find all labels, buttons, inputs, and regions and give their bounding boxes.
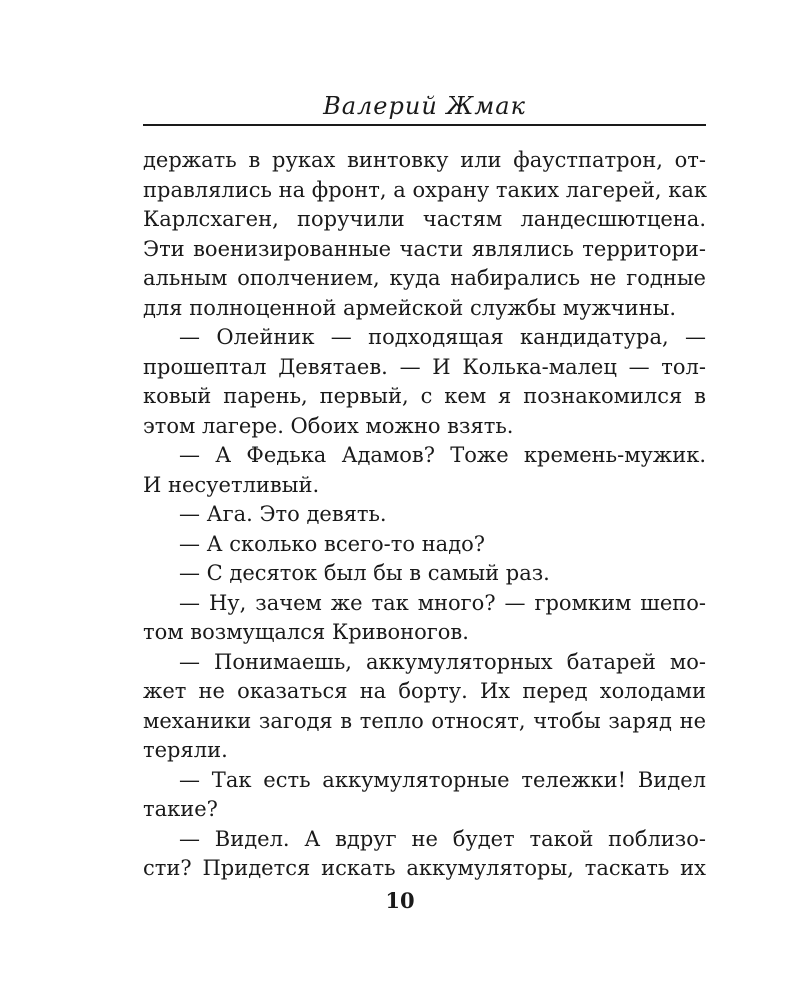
text-line: — С десяток был бы в самый раз. [179, 561, 550, 585]
body-text [143, 146, 706, 884]
text-line: этом лагере. Обоих можно взять. [143, 413, 514, 438]
text-line: — Ну, зачем же так много? — громким шепо- [179, 590, 706, 615]
text-line: такие? [143, 797, 218, 821]
text-line: — Так есть аккумуляторные тележки! Видел [179, 767, 706, 792]
text-line: сти? Придется искать аккумуляторы, таскать их [143, 856, 706, 880]
text-line: том возмущался Кривоногов. [143, 620, 469, 644]
text-line: — Ага. Это девять. [179, 502, 387, 526]
text-line: жет не оказаться на борту. Их перед холодами [143, 679, 706, 703]
text-line: механики загодя в тепло относят, чтобы заряд не [143, 708, 706, 733]
text-line: — Понимаешь, аккумуляторных батарей мо- [179, 649, 706, 674]
text-line: — А Федька Адамов? Тоже кремень-мужик. [179, 443, 706, 467]
text-line: — Олейник — подходящая кандидатура, — [179, 325, 706, 349]
text-line: теряли. [143, 738, 228, 762]
text-line: держать в руках винтовку или фаустпатрон, от- [143, 148, 706, 172]
text-line: ковый парень, первый, с кем я познакомился в [143, 384, 706, 408]
header-rule [143, 124, 706, 126]
text-line: прошептал Девятаев. — И Колька-малец — тол- [143, 354, 706, 379]
text-line: — Видел. А вдруг не будет такой поблизо- [179, 826, 706, 851]
text-line: И несуетливый. [143, 472, 320, 497]
text-line: Карлсхаген, поручили частям ландесшютцена. [143, 207, 706, 231]
text-line: правлялись на фронт, а охрану таких лагерей, как [143, 177, 707, 202]
text-line: для полноценной армейской службы мужчины. [143, 295, 677, 320]
running-head-author: Валерий Жмак [323, 92, 526, 120]
text-line: Эти военизированные части являлись территори- [143, 236, 706, 261]
text-line: — А сколько всего-то надо? [179, 531, 486, 556]
text-line: альным ополчением, куда набирались не годные [143, 266, 706, 290]
page-header [143, 88, 706, 128]
page-number: 10 [385, 888, 415, 913]
